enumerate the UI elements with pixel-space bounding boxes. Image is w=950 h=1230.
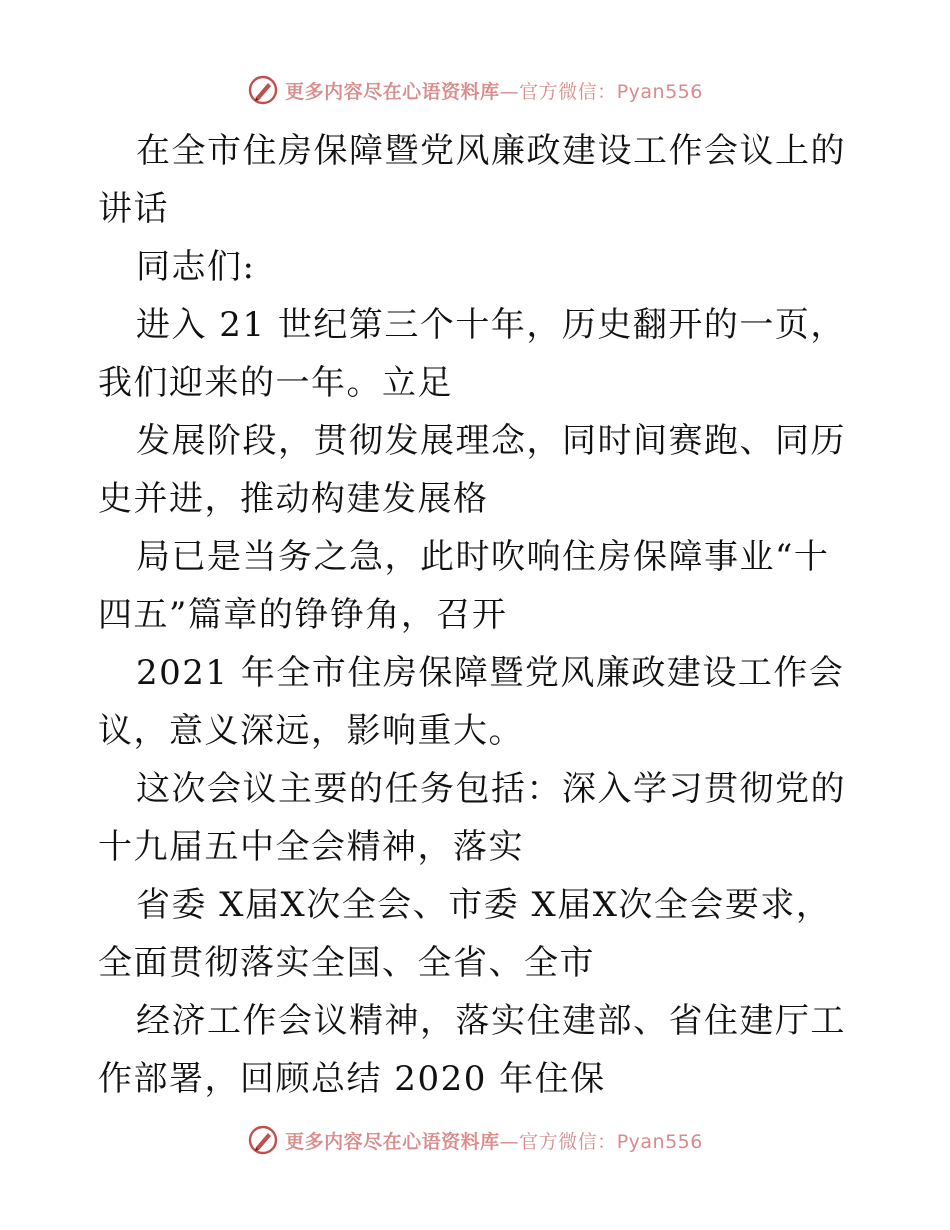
body-paragraph: 省委 X届X次全会、市委 X届X次全会要求，全面贯彻落实全国、全省、全市 <box>98 885 832 983</box>
watermark-brand: 更多内容尽在心语资料库 <box>285 1130 500 1153</box>
document-title: 在全市住房保障暨党风廉政建设工作会议上的讲话 <box>98 131 846 229</box>
watermark-account: Pyan556 <box>616 80 703 103</box>
document-body <box>98 122 858 1108</box>
body-paragraph: 局已是当务之急，此时吹响住房保障事业“十四五”篇章的铮铮角，召开 <box>98 537 830 635</box>
watermark-text <box>285 1127 703 1154</box>
body-paragraph: 经济工作会议精神，落实住建部、省住建厅工作部署，回顾总结 2020 年住保 <box>98 1001 846 1099</box>
pen-logo-icon <box>247 74 279 106</box>
watermark-suffix: 官方微信： <box>519 80 617 103</box>
body-paragraph: 发展阶段，贯彻发展理念，同时间赛跑、同历史并进，推动构建发展格 <box>98 421 846 519</box>
body-paragraph: 2021 年全市住房保障暨党风廉政建设工作会议，意义深远，影响重大。 <box>98 653 845 751</box>
watermark-separator: — <box>499 80 520 103</box>
watermark-separator: — <box>499 1130 520 1153</box>
header-watermark <box>0 70 950 110</box>
watermark-suffix: 官方微信： <box>519 1130 617 1153</box>
body-paragraph: 这次会议主要的任务包括：深入学习贯彻党的十九届五中全会精神，落实 <box>98 769 846 867</box>
pen-logo-icon <box>247 1124 279 1156</box>
body-paragraph: 进入 21 世纪第三个十年，历史翻开的一页，我们迎来的一年。立足 <box>98 305 846 403</box>
watermark-brand: 更多内容尽在心语资料库 <box>285 80 500 103</box>
watermark-text <box>285 77 703 104</box>
footer-watermark <box>0 1120 950 1160</box>
watermark-account: Pyan556 <box>616 1130 703 1153</box>
salutation: 同志们: <box>136 247 256 287</box>
